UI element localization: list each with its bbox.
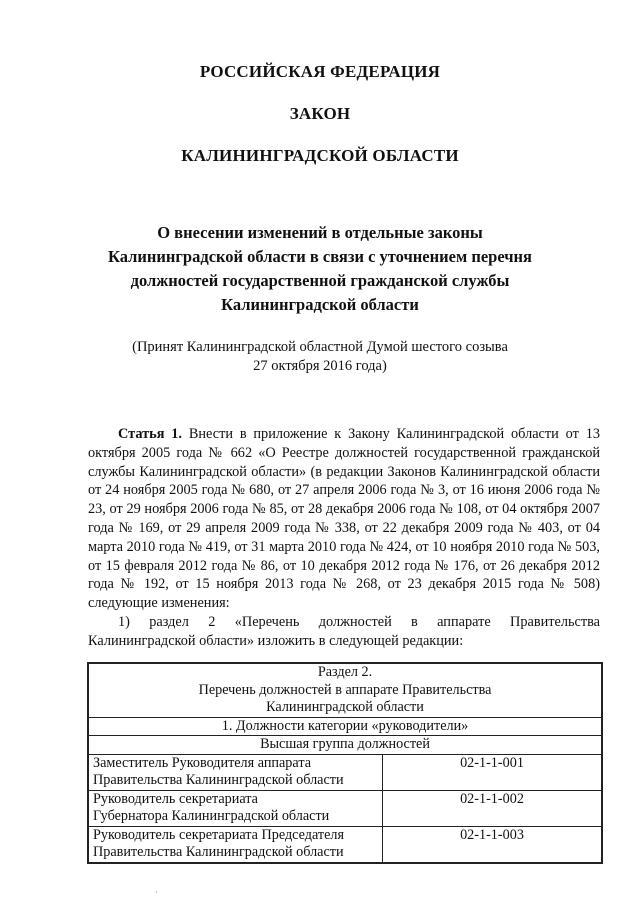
position-cell — [88, 790, 383, 826]
position-line: Заместитель Руководителя аппарата — [93, 754, 312, 771]
article-text: Внести в приложение к Закону Калининградской области от 13 октября 2005 года № 662 «О Реестре должностей государственной гражданской службы Калининградской области» (в редакции Законов Калининградской области от 24 ноября 2005 года № 680, от 27 апреля 2006 года № 3, от 16 июня 2006 года № 23, от 29 ноября 2006 года № 85, от 28 декабря 2006 года № 108, от 04 октября 2007 года № 169, от 29 апреля 2009 года № 338, от 22 декабря 2009 года № 403, от 04 марта 2010 года № 419, от 31 марта 2010 года № 424, от 10 ноября 2010 года № 503, от 15 февраля 2012 года № 86, от 10 декабря 2012 года № 176, от 26 декабря 2012 года № 192, от 15 ноября 2013 года № 268, от 23 декабря 2015 года № 508) следующие изменения: — [88, 426, 600, 612]
scan-dot: · — [155, 888, 158, 897]
position-line: Правительства Калининградской области — [93, 844, 344, 860]
header-federation: РОССИЙСКАЯ ФЕДЕРАЦИЯ — [199, 62, 441, 81]
category-cell: 1. Должности категории «руководители» — [88, 717, 602, 736]
law-title — [60, 221, 580, 317]
position-registry-table — [87, 662, 603, 864]
article-paragraph — [88, 425, 600, 613]
section-header-row — [88, 663, 602, 717]
position-code: 02-1-1-002 — [383, 790, 603, 826]
position-line: Руководитель секретариата Председателя — [93, 826, 344, 843]
article-label: Статья 1. — [118, 426, 182, 442]
position-line: Правительства Калининградской области — [93, 772, 344, 788]
table-row — [88, 754, 602, 790]
position-line: Руководитель секретариата — [93, 790, 258, 807]
group-cell: Высшая группа должностей — [88, 736, 602, 755]
position-line: Губернатора Калининградской области — [93, 808, 330, 824]
table-row — [88, 790, 602, 826]
section-header-cell — [88, 663, 602, 717]
adoption-note — [60, 338, 580, 376]
category-row — [88, 717, 602, 736]
position-cell — [88, 826, 383, 863]
title-line: О внесении изменений в отдельные законы — [157, 223, 483, 242]
section-line: Перечень должностей в аппарате Правительства — [198, 681, 492, 698]
table-row — [88, 826, 602, 863]
section-line: Калининградской области — [266, 699, 424, 715]
position-cell — [88, 754, 383, 790]
title-line: Калининградской области в связи с уточнением перечня — [108, 247, 532, 266]
article-item-1: 1) раздел 2 «Перечень должностей в аппарате Правительства Калининградской области» изложить в следующей редакции: — [88, 613, 600, 649]
group-row — [88, 736, 602, 755]
position-code: 02-1-1-001 — [383, 754, 603, 790]
section-line: Раздел 2. — [317, 664, 373, 680]
title-line: Калининградской области — [221, 295, 419, 314]
header-region: КАЛИНИНГРАДСКОЙ ОБЛАСТИ — [181, 146, 459, 165]
header-law: ЗАКОН — [289, 104, 351, 123]
title-line: должностей государственной гражданской службы — [130, 271, 510, 290]
adoption-line: (Принят Калининградской областной Думой шестого созыва — [132, 339, 508, 355]
position-code: 02-1-1-003 — [383, 826, 603, 863]
article-body — [88, 425, 600, 651]
adoption-line: 27 октября 2016 года) — [253, 358, 387, 374]
